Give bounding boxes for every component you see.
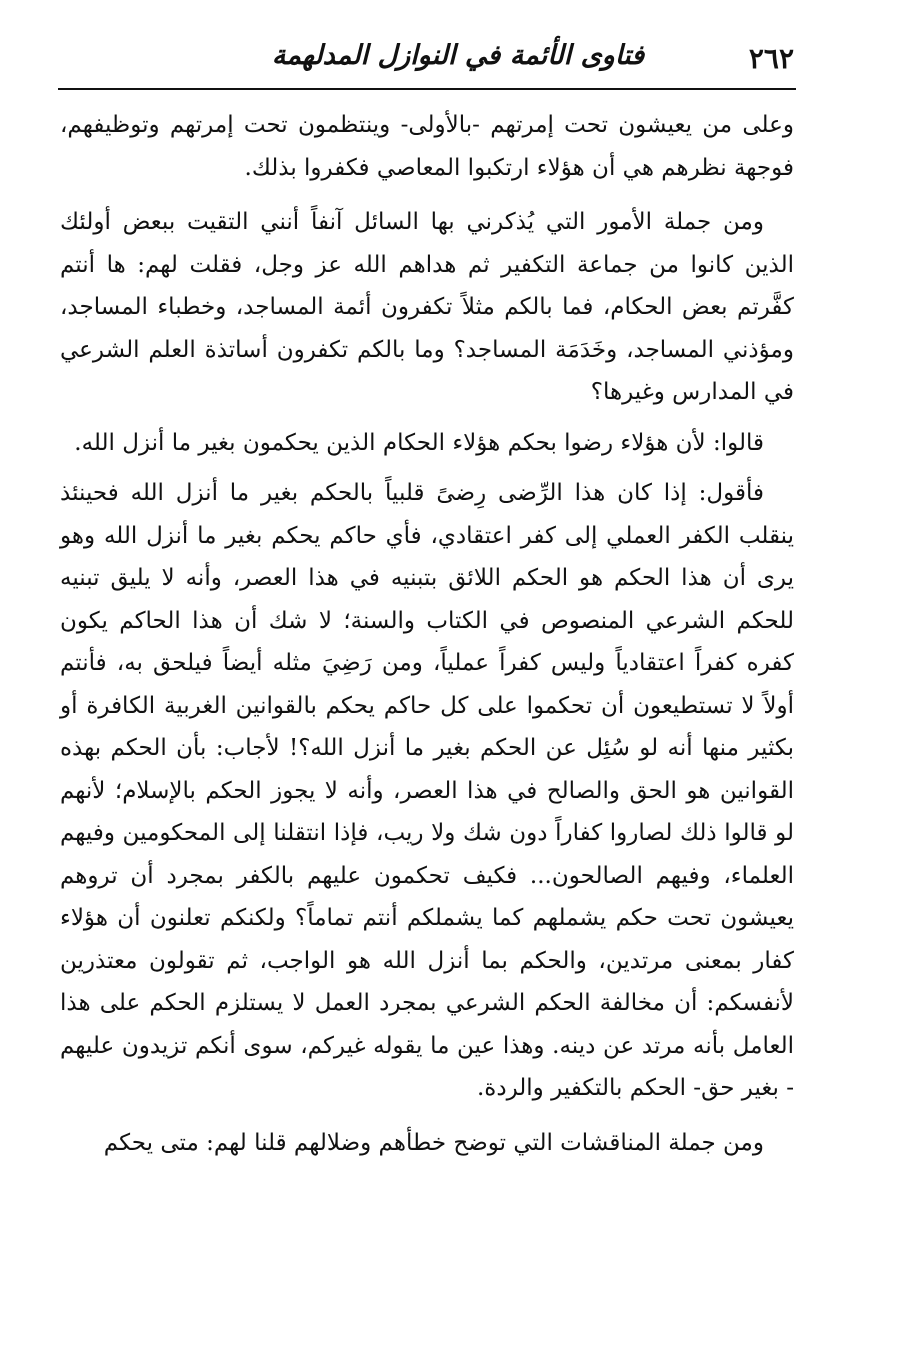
running-title: فتاوى الأئمة في النوازل المدلهمة	[271, 40, 645, 71]
paragraph-argument: فأقول: إذا كان هذا الرِّضى رِضىً قلبياً بالحكم بغير ما أنزل الله فحينئذ ينقلب الكفر العملي إلى كفر اعتقادي، فأي حاكم يحكم بغير ما أنزل الله وهو يرى أن هذا الحكم هو الحكم اللائق بتبنيه في هذا العصر، وأنه لا يليق تبنيه للحكم الشرعي المنصوص في الكتاب والسنة؛ لا شك أن هذا الحاكم يكون كفره كفراً اعتقادياً وليس كفراً عملياً، ومن رَضِيَ مثله أيضاً فيلحق به، فأنتم أولاً لا تستطيعون أن تحكموا على كل حاكم يحكم بالقوانين الغربية الكافرة أو بكثير منها أنه لو سُئِل عن الحكم بغير ما أنزل الله؟! لأجاب: بأن الحكم بهذه القوانين هو الحق والصالح في هذا العصر، وأنه لا يجوز الحكم بالإسلام؛ لأنهم لو قالوا ذلك لصاروا كفاراً دون شك ولا ريب، فإذا انتقلنا إلى المحكومين وفيهم العلماء، وفيهم الصالحون... فكيف تحكمون عليهم بالكفر بمجرد أن تروهم يعيشون تحت حكم يشملهم كما يشملكم أنتم تماماً؟ ولكنكم تعلنون أن هؤلاء كفار بمعنى مرتدين، والحكم بما أنزل الله هو الواجب، ثم تقولون معتذرين لأنفسكم: أن مخالفة الحكم الشرعي بمجرد العمل لا يستلزم الحكم على هذا العامل بأنه مرتد عن دينه. وهذا عين ما يقوله غيركم، سوى أنكم تزيدون عليهم - بغير حق- الحكم بالتكفير والردة.	[60, 480, 794, 1101]
body-text	[60, 104, 794, 1164]
page-header	[58, 40, 794, 90]
header-rule	[58, 88, 796, 90]
paragraph-reply: قالوا: لأن هؤلاء رضوا بحكم هؤلاء الحكام الذين يحكمون بغير ما أنزل الله.	[74, 429, 764, 456]
page-number: ٢٦٢	[748, 42, 794, 75]
paragraph-continuation: وعلى من يعيشون تحت إمرتهم -بالأولى- وينتظمون تحت إمرتهم وتوظيفهم، فوجهة نظرهم هي أن هؤلاء ارتكبوا المعاصي فكفروا بذلك.	[60, 112, 794, 181]
paragraph-closing: ومن جملة المناقشات التي توضح خطأهم وضلالهم قلنا لهم: متى يحكم	[103, 1129, 764, 1156]
paragraph-story: ومن جملة الأمور التي يُذكرني بها السائل آنفاً أنني التقيت ببعض أولئك الذين كانوا من جماعة التكفير ثم هداهم الله عز وجل، فقلت لهم: ها أنتم كفَّرتم بعض الحكام، فما بالكم مثلاً تكفرون أئمة المساجد، وخطباء المساجد، ومؤذني المساجد، وخَدَمَة المساجد؟ وما بالكم تكفرون أساتذة العلم الشرعي في المدارس وغيرها؟	[60, 209, 794, 405]
